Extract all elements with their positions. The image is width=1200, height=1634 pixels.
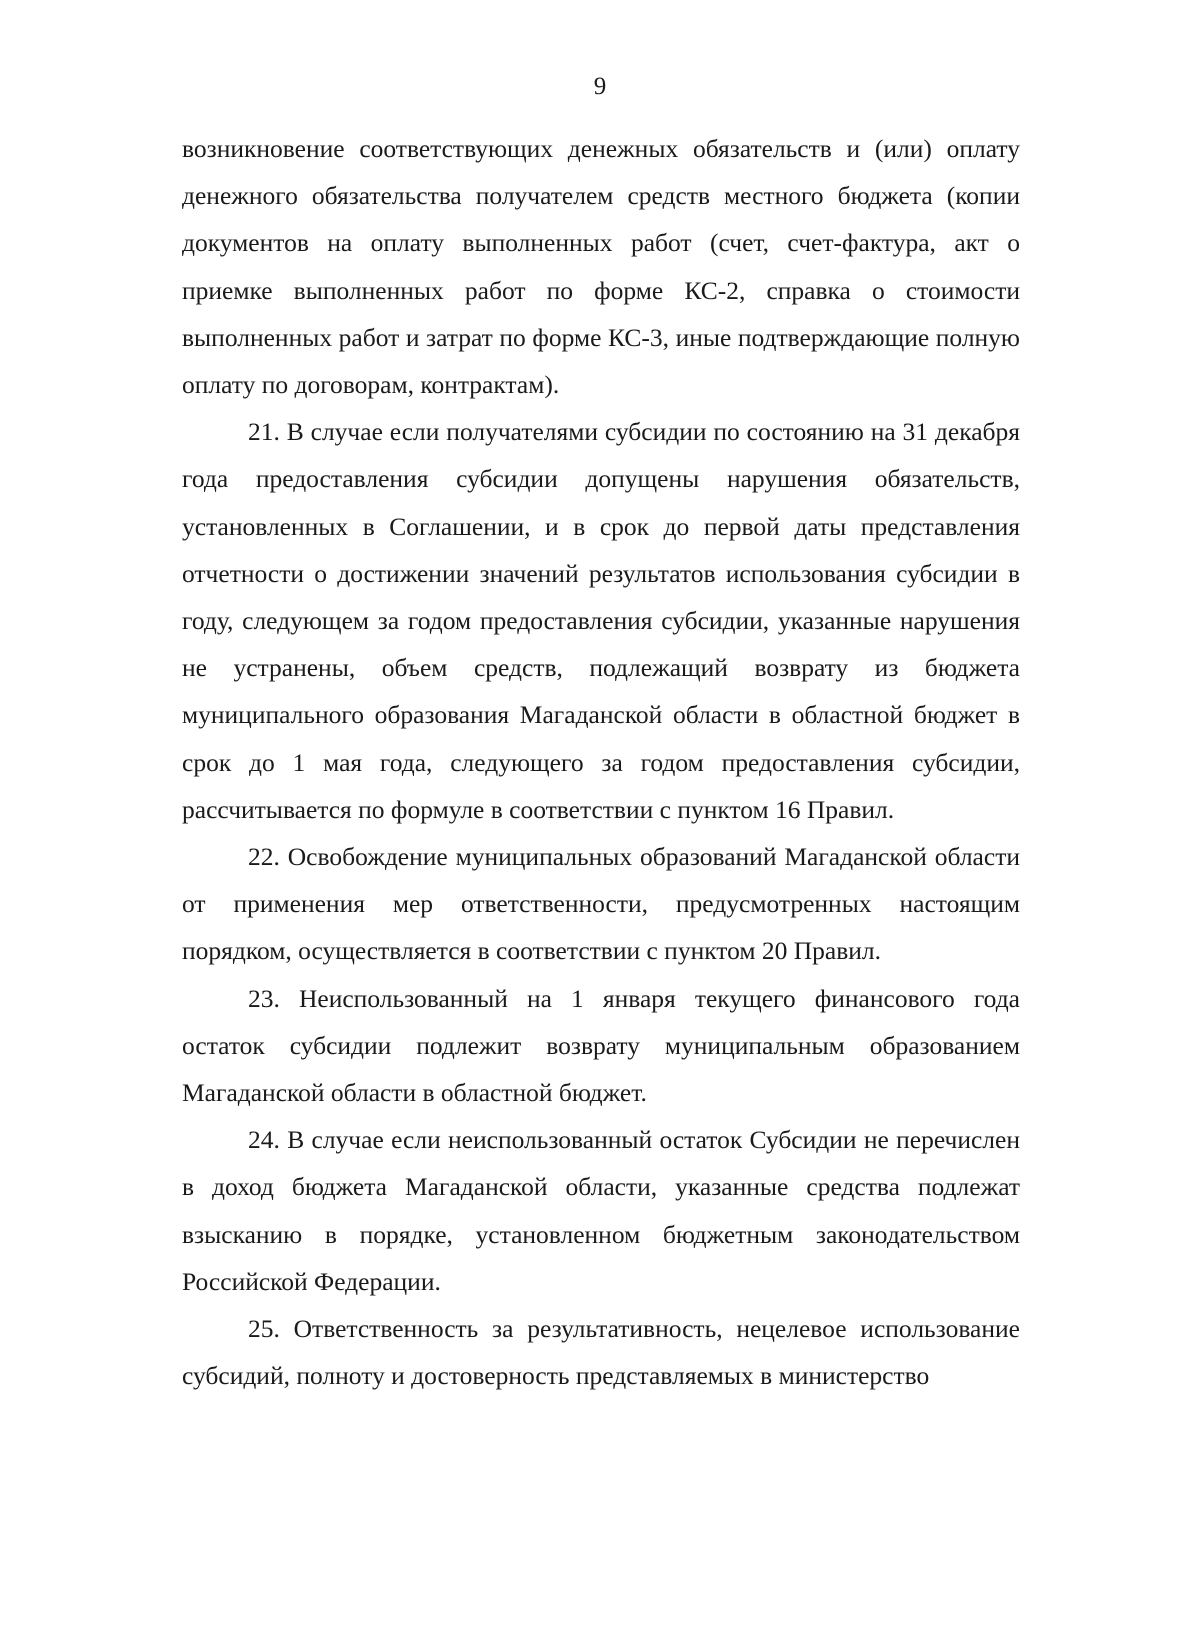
paragraph-continuation: возникновение соответствующих денежных обязательств и (или) оплату денежного обязательства получателем средств местного бюджета (копии документов на оплату выполненных работ (счет, счет-фактура, акт о приемке выполненных работ по форме КС-2, справка о стоимости выполненных работ и затрат по форме КС-3, иные подтверждающие полную оплату по договорам, контрактам). [182,134,1020,400]
paragraph-25: 25. Ответственность за результативность, нецелевое использование субсидий, полноту и достоверность представляемых в министерство [182,1314,1020,1391]
paragraph-24: 24. В случае если неиспользованный остаток Субсидии не перечислен в доход бюджета Магаданской области, указанные средства подлежат взысканию в порядке, установленном бюджетным законодательством Российской Федерации. [182,1125,1020,1296]
paragraph-21: 21. В случае если получателями субсидии по состоянию на 31 декабря года предоставления субсидии допущены нарушения обязательств, установленных в Соглашении, и в срок до первой даты представления отчетности о достижении значений результатов использования субсидии в году, следующем за годом предоставления субсидии, указанные нарушения не устранены, объем средств, подлежащий возврату из бюджета муниципального образования Магаданской области в областной бюджет в срок до 1 мая года, следующего за годом предоставления субсидии, рассчитывается по формуле в соответствии с пунктом 16 Правил. [182,417,1020,824]
paragraph-23: 23. Неиспользованный на 1 января текущего финансового года остаток субсидии подлежит возврату муниципальным образованием Магаданской области в областной бюджет. [182,983,1020,1108]
page-number: 9 [593,73,607,100]
document-body [182,125,1020,1399]
paragraph-22: 22. Освобождение муниципальных образований Магаданской области от применения мер ответственности, предусмотренных настоящим порядком, осуществляется в соответствии с пунктом 20 Правил. [182,842,1020,966]
